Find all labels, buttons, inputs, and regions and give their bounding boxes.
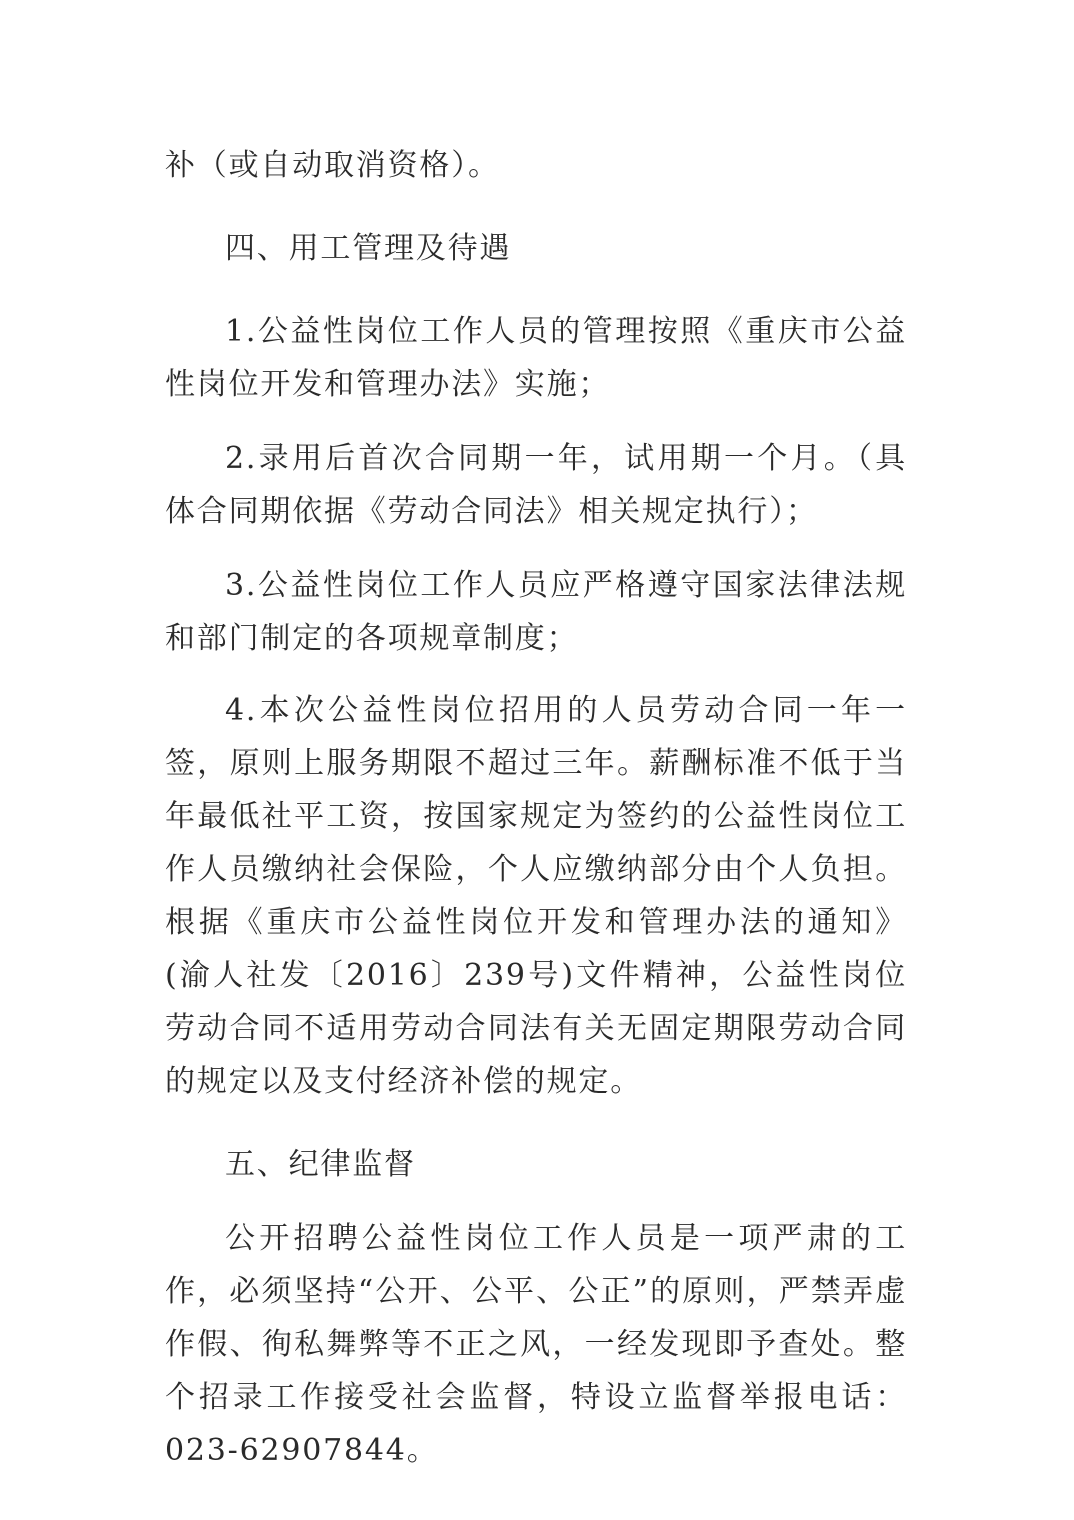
section-heading-4: 四、用工管理及待遇 [225,231,512,266]
section-heading-5: 五、纪律监督 [225,1147,416,1182]
clause-3: 3.公益性岗位工作人员应严格遵守国家法律法规和部门制定的各项规章制度； [165,568,907,656]
clause-1: 1.公益性岗位工作人员的管理按照《重庆市公益性岗位开发和管理办法》实施； [165,314,907,402]
clause-4: 4.本次公益性岗位招用的人员劳动合同一年一签，原则上服务期限不超过三年。薪酬标准不低于当年最低社平工资，按国家规定为签约的公益性岗位工作人员缴纳社会保险，个人应缴纳部分由个人负担。根据《重庆市公益性岗位开发和管理办法的通知》(渝人社发〔2016〕239号)文件精神，公益性岗位劳动合同不适用劳动合同法有关无固定期限劳动合同的规定以及支付经济补偿的规定。 [165,693,907,1099]
document-body [165,139,907,1477]
continuation-text: 补（或自动取消资格）。 [165,148,500,183]
discipline-paragraph: 公开招聘公益性岗位工作人员是一项严肃的工作，必须坚持“公开、公平、公正”的原则，严禁弄虚作假、徇私舞弊等不正之风，一经发现即予查处。整个招录工作接受社会监督，特设立监督举报电话：023-62907844。 [165,1221,907,1468]
clause-2: 2.录用后首次合同期一年，试用期一个月。（具体合同期依据《劳动合同法》相关规定执行）； [165,441,907,529]
